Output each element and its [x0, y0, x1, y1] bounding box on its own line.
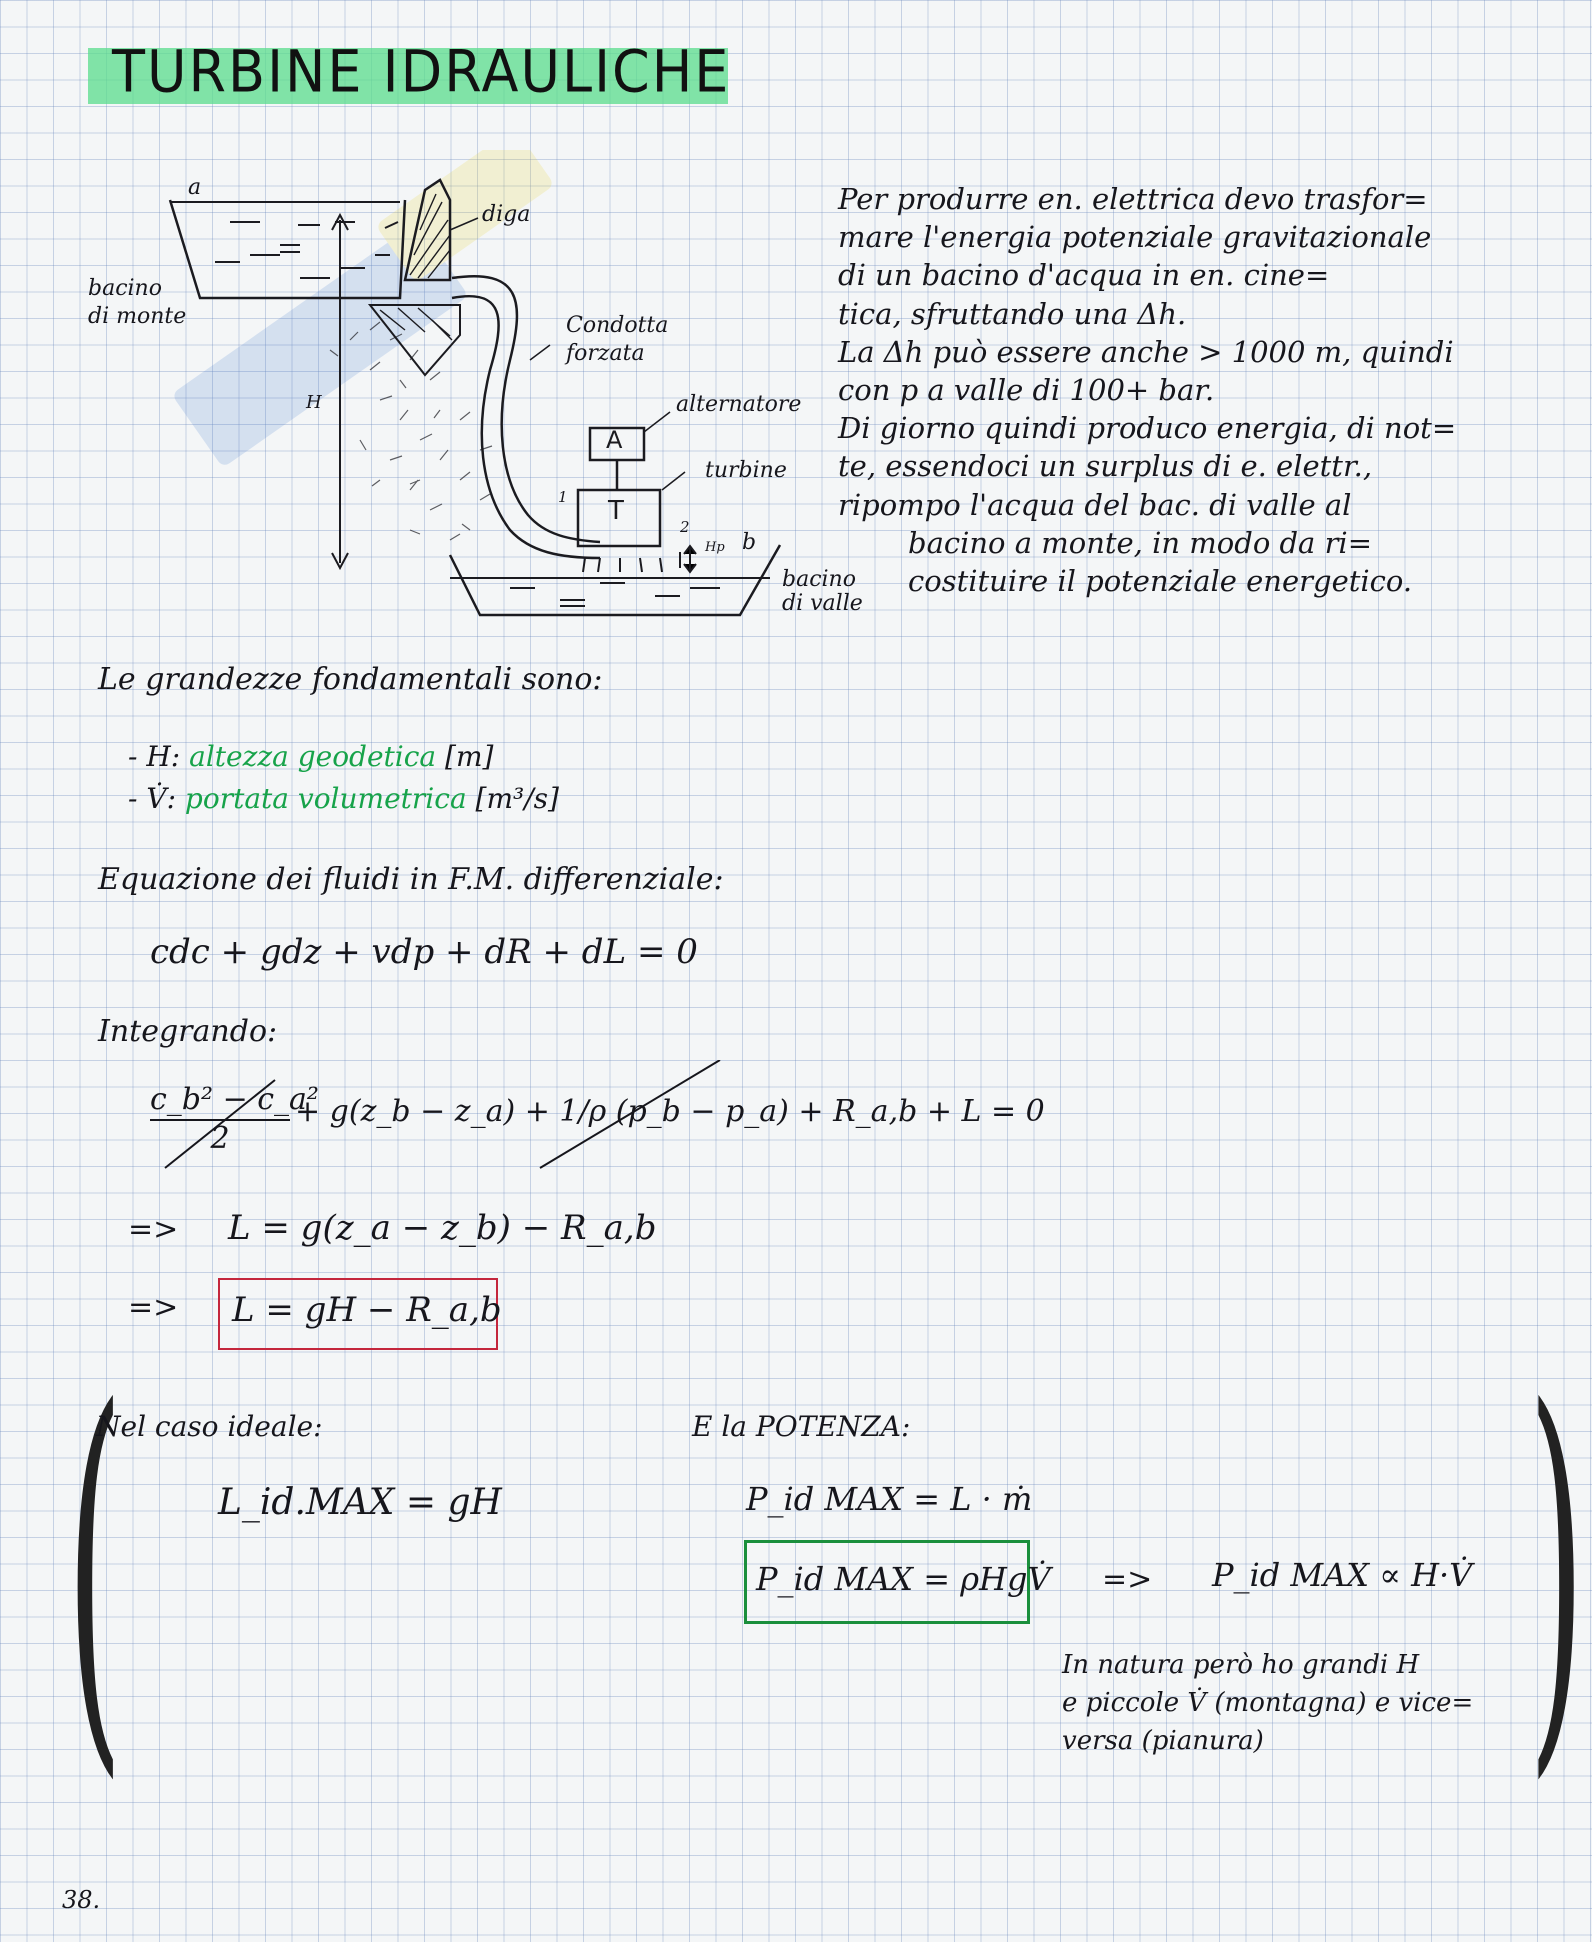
label-bacino-monte: bacino di monte [88, 276, 187, 329]
right-parenthesis: ) [1528, 1325, 1586, 1814]
equation-step1: L = g(z_a − z_b) − R_a,b [228, 1208, 657, 1248]
integrando-label: Integrando: [98, 1014, 278, 1049]
ideale-heading: Nel caso ideale: [96, 1410, 323, 1443]
label-a: a [188, 175, 202, 200]
potenza-proportional: P_id MAX ∝ H·V̇ [1212, 1556, 1473, 1594]
label-Hp: Hp [705, 540, 725, 555]
grandezza-V: - V̇: portata volumetrica [m³/s] [128, 782, 559, 815]
arrow-step2: => [128, 1290, 179, 1325]
differential-equation: cdc + gdz + vdp + dR + dL = 0 [150, 932, 698, 972]
label-diga: diga [482, 202, 531, 227]
label-condotta-forzata: Condotta forzata [566, 313, 669, 366]
equazione-heading: Equazione dei fluidi in F.M. differenziale: [98, 862, 724, 897]
ideale-formula: L_id.MAX = gH [218, 1482, 502, 1523]
label-turbine-T: T [608, 496, 624, 526]
page-number: 38. [62, 1886, 101, 1914]
cancel-strokes [140, 1060, 740, 1180]
page-title: TURBINE IDRAULICHE [112, 37, 731, 106]
potenza-formula1: P_id MAX = L · ṁ [746, 1480, 1033, 1518]
label-2: 2 [680, 518, 690, 536]
grandezze-heading: Le grandezze fondamentali sono: [98, 662, 603, 697]
label-turbine: turbine [705, 458, 787, 483]
potenza-note: In natura però ho grandi H e piccole V̇ (montagna) e vice= versa (pianura) [1062, 1650, 1474, 1756]
potenza-arrow: => [1102, 1562, 1153, 1597]
potenza-formula2: P_id MAX = ρHgV̇ [756, 1560, 1051, 1598]
arrow-step1: => [128, 1212, 179, 1247]
label-alternator-A: A [606, 426, 623, 454]
integrated-equation-rest: + g(z_b − z_a) + 1/ρ (p_b − p_a) + R_a,b + L = 0 [295, 1094, 1045, 1129]
intro-paragraph: Per produrre en. elettrica devo trasfor= mare l'energia potenziale gravitazionale di un bacino d'acqua in en. cine= tica, sfruttando una Δh. La Δh può essere anche > 1000 m, quindi con p a valle di 100+ bar. Di giorno quindi produco energia, di not= te, essendoci un surplus di e. elettr., ripompo l'acqua del bac. di valle al bacino a monte, in modo da ri= costituire il potenziale energetico. [838, 182, 1457, 599]
label-H-diagram: H [306, 392, 322, 413]
potenza-heading: E la POTENZA: [692, 1410, 911, 1443]
label-b: b [742, 530, 757, 555]
label-1: 1 [558, 488, 568, 506]
integrated-fraction: c_b² − c_a² 2 [150, 1082, 319, 1156]
left-parenthesis: ( [66, 1325, 124, 1814]
label-bacino-valle: bacino di valle [782, 567, 863, 616]
grandezza-H: - H: altezza geodetica [m] [128, 740, 494, 773]
equation-step2: L = gH − R_a,b [232, 1290, 502, 1330]
label-alternatore: alternatore [676, 392, 802, 417]
